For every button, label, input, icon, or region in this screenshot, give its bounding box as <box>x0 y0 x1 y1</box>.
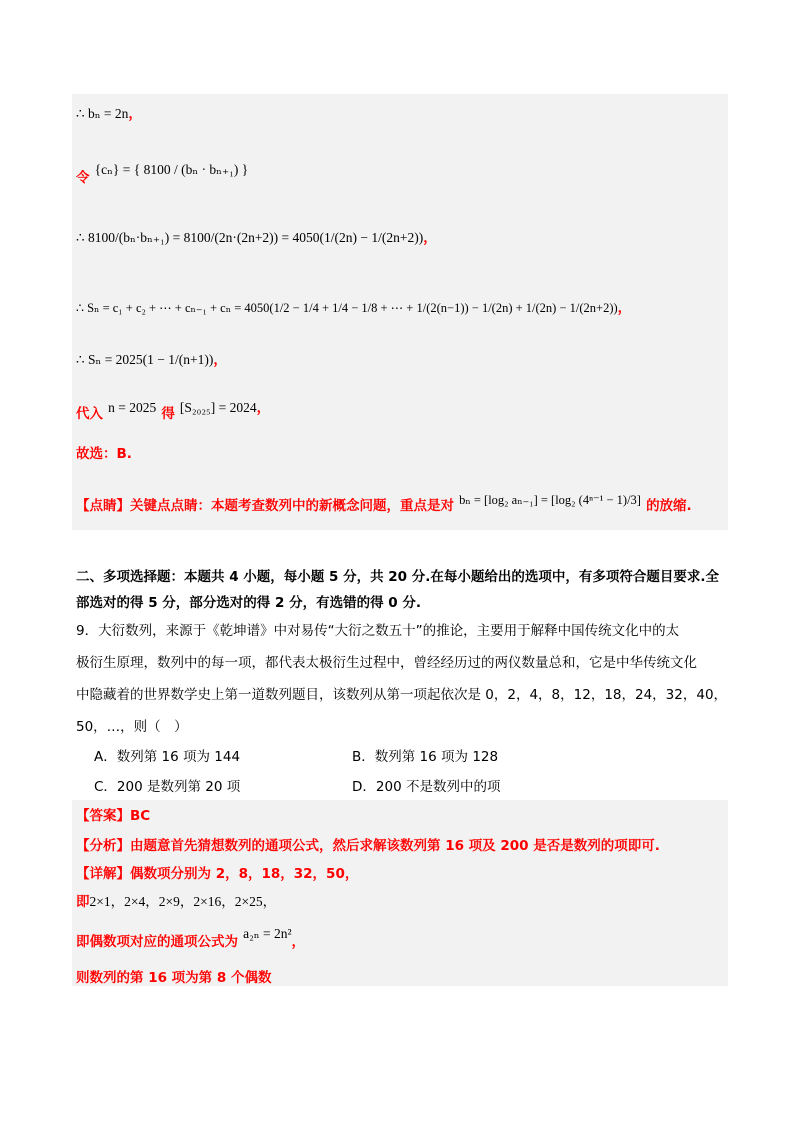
key-point-line: $_{【点睛】关键点点睛:本题考查数列中的新概念问题,重点是对}$ bₙ = [log₂ aₙ₋₁] = [log₂ (4ⁿ⁻¹ − 1)/3] $_{的放缩.}$ <box>76 493 692 514</box>
math-sum: ∴ Sₙ = c₁ + c₂ + ⋯ + cₙ₋₁ + cₙ = 4050(1/2 − 1/4 + 1/4 − 1/8 + ⋯ + 1/(2(n−1)) − 1/(2n) + 1/(2n) − 1/(2n+2)) <box>76 301 618 315</box>
question-line-3: 中隐藏着的世界数学史上第一道数列题目，该数列从第一项起依次是 0，2，4，8，12，18，24，32，40， <box>76 687 728 703</box>
question-line-2: 极衍生原理，数列中的每一项，都代表太极衍生过程中，曾经经历过的两仪数量总和，它是中华传统文化 <box>76 655 697 671</box>
detail-line-3: $_{即偶数项对应的通项公式为}$ $a_{2n} = 2n^2_,$ <box>76 926 306 950</box>
option-c: C．200 是数列第 20 项 <box>94 779 241 795</box>
key-point-label: 【点睛】关键点点睛：本题考查数列中的新概念问题，重点是对 <box>76 498 454 514</box>
question-line-4: 50，…，则（ ） <box>76 719 188 735</box>
question-line-1: 9．大衍数列，来源于《乾坤谱》中对易传“大衍之数五十”的推论，主要用于解释中国传统文化中的太 <box>76 623 680 639</box>
option-b: B．数列第 16 项为 128 <box>352 749 499 765</box>
math-bn-log: bₙ = [log₂ aₙ₋₁] = [log₂ (4ⁿ⁻¹ − 1)/3] <box>459 493 641 507</box>
math-cn: {cₙ} = { 8100 / (bₙ · bₙ₊₁) } <box>94 162 249 177</box>
analysis-text: 【分析】由题意首先猜想数列的通项公式，然后求解该数列第 16 项及 200 是否是数列的项即可. <box>76 838 660 854</box>
option-d: D．200 不是数列中的项 <box>352 779 501 795</box>
solution-line-sum: ∴ Sₙ = c₁ + c₂ + ⋯ + cₙ₋₁ + cₙ = 4050(1/2 − 1/4 + 1/4 − 1/8 + ⋯ + 1/(2(n−1)) − 1/(2n) + 1/(2n) − 1/(2n+2))， <box>76 300 632 316</box>
section-heading-line1: 二、多项选择题：本题共 4 小题，每小题 5 分，共 20 分.在每小题给出的选项中，有多项符合题目要求.全 <box>76 569 720 585</box>
option-a: A．数列第 16 项为 144 <box>94 749 241 765</box>
math-bn: ∴ bₙ = 2n <box>76 106 129 121</box>
answer-label: 【答案】BC <box>76 808 151 824</box>
solution-line-substitute: $_{代入}$ n = 2025 $_得$ [S₂₀₂₅] = 2024， <box>76 400 271 422</box>
detail-line-2: 即2×1，2×4，2×9，2×16，2×25， <box>76 894 277 910</box>
math-sn: ∴ Sₙ = 2025(1 − 1/(n+1)) <box>76 352 214 367</box>
solution-line-cn <box>76 158 249 186</box>
solution-line-sn: ∴ Sₙ = 2025(1 − 1/(n+1))， <box>76 352 227 368</box>
math-a2n: a₂ₙ = 2n² <box>243 926 292 941</box>
choice-conclusion: 故选：B. <box>76 446 132 462</box>
section-heading-line2: 部选对的得 5 分，部分选对的得 2 分，有选错的得 0 分. <box>76 595 422 611</box>
let-label: 令 <box>76 170 90 186</box>
solution-line-bn: ∴ bₙ = 2n， <box>76 106 142 122</box>
detail-line-4: 则数列的第 16 项为第 8 个偶数 <box>76 970 272 986</box>
math-partial-fraction: ∴ 8100/(bₙ·bₙ₊₁) = 8100/(2n·(2n+2)) = 4050(1/(2n) − 1/(2n+2)) <box>76 230 424 245</box>
solution-line-split: ∴ 8100/(bₙ·bₙ₊₁) = 8100/(2n·(2n+2)) = 4050(1/(2n) − 1/(2n+2))， <box>76 230 437 246</box>
detail-line-1: 【详解】偶数项分别为 2，8，18，32，50， <box>76 866 359 882</box>
math-even-terms: 2×1，2×4，2×9，2×16，2×25， <box>89 894 277 909</box>
substitute-label: 代入 <box>76 406 103 422</box>
